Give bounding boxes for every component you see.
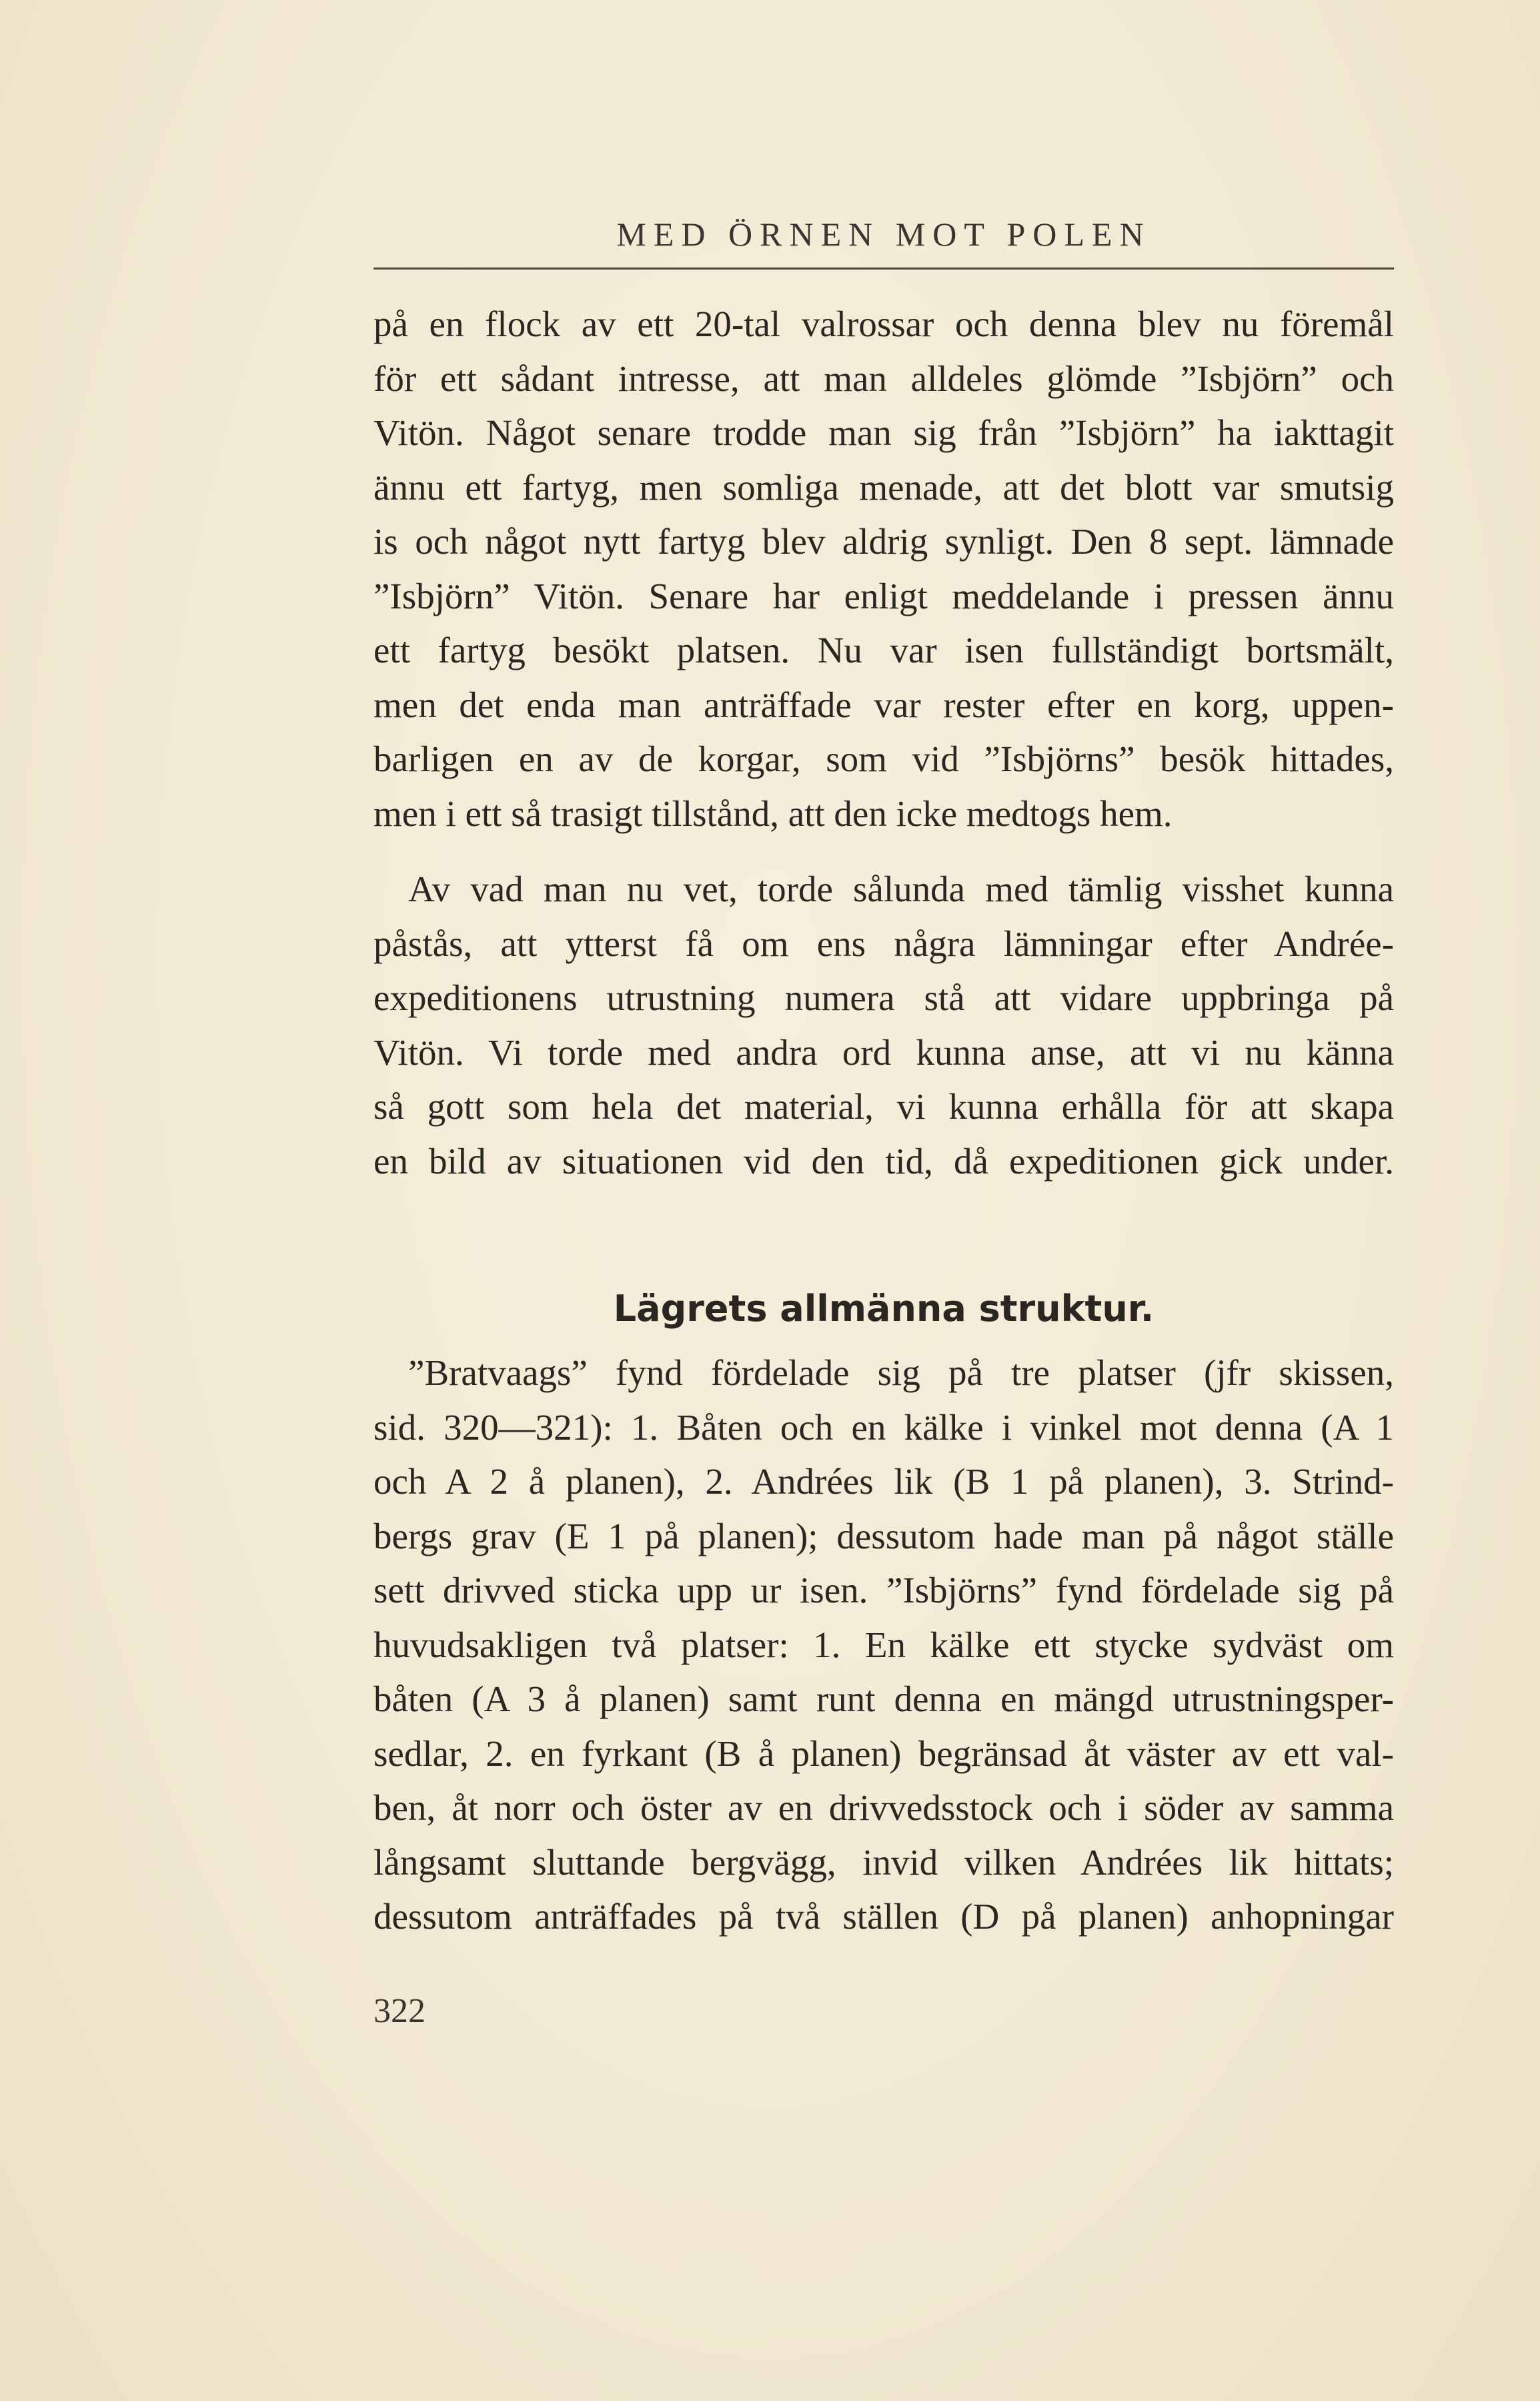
text-line: Vitön. Vi torde med andra ord kunna anse, att vi nu känna xyxy=(373,1031,1394,1073)
paragraph-3 xyxy=(373,1346,1394,1944)
text-line: men i ett så trasigt tillstånd, att den icke medtogs hem. xyxy=(373,793,1173,834)
page-number: 322 xyxy=(373,1992,426,2030)
text-line: ben, åt norr och öster av en drivvedsstock och i söder av samma xyxy=(373,1787,1394,1828)
text-line: båten (A 3 å planen) samt runt denna en mängd utrustningsper- xyxy=(373,1678,1394,1719)
text-line: och A 2 å planen), 2. Andrées lik (B 1 på planen), 3. Strind- xyxy=(373,1461,1394,1502)
text-line: långsamt sluttande bergvägg, invid vilken Andrées lik hittats; xyxy=(373,1841,1394,1883)
text-line: huvudsakligen två platser: 1. En kälke ett stycke sydväst om xyxy=(373,1624,1394,1665)
text-line: bergs grav (E 1 på planen); dessutom hade man på något ställe xyxy=(373,1515,1394,1556)
section-heading: Lägrets allmänna struktur. xyxy=(613,1288,1154,1330)
text-line: på en flock av ett 20-tal valrossar och denna blev nu föremål xyxy=(373,304,1394,344)
text-line: sett drivved sticka upp ur isen. ”Isbjörns” fynd fördelade sig på xyxy=(373,1570,1394,1610)
text-line: så gott som hela det material, vi kunna erhålla för att skapa xyxy=(373,1086,1394,1127)
text-line: men det enda man anträffade var rester efter en korg, uppen- xyxy=(373,684,1394,725)
text-line: Av vad man nu vet, torde sålunda med tämlig visshet kunna xyxy=(408,869,1394,909)
text-line: påstås, att ytterst få om ens några lämningar efter Andrée- xyxy=(373,923,1394,964)
text-line: sedlar, 2. en fyrkant (B å planen) begränsad åt väster av ett val- xyxy=(373,1733,1394,1774)
header-rule xyxy=(373,268,1394,270)
text-line: is och något nytt fartyg blev aldrig synligt. Den 8 sept. lämnade xyxy=(373,521,1394,562)
paragraph-2 xyxy=(373,862,1394,1188)
text-line: Vitön. Något senare trodde man sig från ”Isbjörn” ha iakttagit xyxy=(373,412,1394,453)
text-line: sid. 320—321): 1. Båten och en kälke i vinkel mot denna (A 1 xyxy=(373,1406,1394,1448)
running-head: MED ÖRNEN MOT POLEN xyxy=(616,215,1151,253)
text-line: barligen en av de korgar, som vid ”Isbjörns” besök hittades, xyxy=(373,739,1394,779)
text-line: dessutom anträffades på två ställen (D på planen) anhopningar xyxy=(373,1896,1394,1937)
paragraph-1 xyxy=(373,297,1394,841)
text-line: för ett sådant intresse, att man alldeles glömde ”Isbjörn” och xyxy=(373,358,1394,399)
text-line: ännu ett fartyg, men somliga menade, att det blott var smutsig xyxy=(373,466,1394,508)
text-line: ”Bratvaags” fynd fördelade sig på tre platser (jfr skissen, xyxy=(408,1352,1394,1393)
text-line: ett fartyg besökt platsen. Nu var isen fullständigt bortsmält, xyxy=(373,630,1394,670)
text-line: en bild av situationen vid den tid, då expeditionen gick under. xyxy=(373,1140,1394,1181)
text-line: ”Isbjörn” Vitön. Senare har enligt meddelande i pressen ännu xyxy=(373,575,1394,616)
text-line: expeditionens utrustning numera stå att vidare uppbringa på xyxy=(373,977,1394,1018)
